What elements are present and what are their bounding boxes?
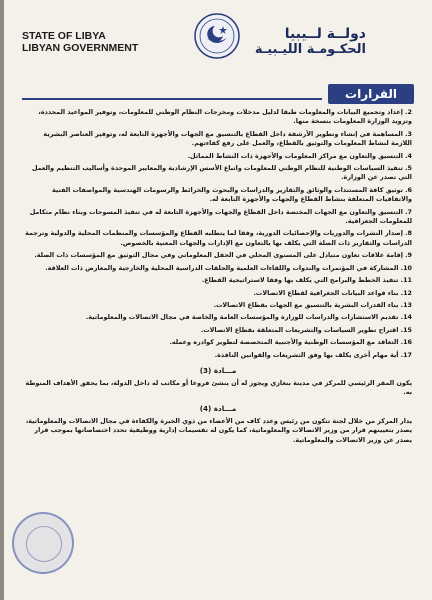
- list-item: 2. إعداد وتجميع البيانات والمعلومات طبقا لدليل مدخلات ومخرجات النظام الوطني للمعلومات، وتوفير المواعيد المحددة، وتزويد الوزارة المعلومات بنسخة منها.: [38, 108, 412, 126]
- list-item: 11. تنفيذ الخطط والبرامج التي يكلف بها وفقا لاستراتيجية القطاع.: [201, 276, 412, 285]
- list-item: 4. التنسيق والتعاون مع مراكز المعلومات والأجهزة ذات النشاط المماثل.: [187, 151, 412, 160]
- article-3-heading: مـــادة (3): [199, 365, 237, 375]
- list-item: 12. بناء قواعد البيانات الجغرافية لقطاع الاتصالات.: [253, 288, 412, 297]
- section-title: القرارات: [328, 84, 414, 104]
- official-stamp: [12, 512, 74, 574]
- letterhead-english: [22, 30, 162, 54]
- section-title-bar: [22, 84, 414, 104]
- letterhead: [0, 0, 432, 92]
- government-name-en: LIBYAN GOVERNMENT: [22, 42, 139, 54]
- government-name-ar: الحكـومـة الليـبيـة: [254, 42, 366, 57]
- list-item: 7. التنسيق والتعاون مع الجهات المختصة داخل القطاع والجهات والأجهزة التابعة له في تنفيذ المسوحات وبناء نظام متكامل للمعلومات الجغرافية.: [29, 207, 412, 226]
- list-item: 16. التعاقد مع المؤسسات الوطنية والأجنبية المتخصصة لتطوير كوادره وعمله.: [169, 338, 412, 347]
- list-item: 9. إقامة علاقات تعاون متبادل على المستوى المحلي في الحقل المعلوماتي وفي مجال التوثيق مع المؤسسات ذات الصلة.: [34, 251, 412, 260]
- list-item: 8. إصدار النشرات والدوريات والإحصائيات الدورية، وفقا لما يتطلبه القطاع والمؤسسات والمنظمات المحلية والدولية وترجمة الدراسات والتقارير ذات الصلة التي يكلف بها بالتعاون مع الإدارات والجهات المعنية بالخصوص.: [25, 229, 412, 247]
- decision-body: [24, 108, 412, 449]
- list-item: 5. تنفيذ السياسات الوطنية للنظام الوطني للمعلومات واتباع الأسس الإرشادية والمعايير الموحدة وأساليب التنظيم والعمل التي تصدر عن الوزارة.: [31, 164, 412, 182]
- list-item: 13. بناء القدرات البشرية بالتنسيق مع الجهات بقطاع الاتصالات.: [213, 300, 412, 309]
- article-4-heading: مـــادة (4): [199, 403, 237, 413]
- article-3-text: يكون المقر الرئيسي للمركز في مدينة بنغازي ويجوز له أن ينشئ فروعا أو مكاتب له داخل الدولة، بما يحقق الأهداف المنوطة به.: [25, 378, 412, 397]
- article-4-text: يدار المركز من خلال لجنة تتكون من رئيس وعدد كاف من الأعضاء من ذوي الخبرة والكفاءة في مجال الاتصالات والمعلوماتية، يصدر بتعيينهم قرار من وزير الاتصالات والمعلوماتية، كما يكون له تقسيمات إدارية ووظيفية تحدد اختصاصاتها بموجب قرار يصدر عن وزير الاتصالات والمعلوماتية.: [25, 416, 412, 444]
- list-item: 14. تقديم الاستشارات والدراسات للوزارة والمؤسسات العامة والخاصة في مجال الاتصالات والمعلوماتية.: [85, 313, 412, 322]
- list-item: 17. أية مهام أخرى يكلف بها وفق التشريعات والقوانين النافذة.: [214, 350, 412, 359]
- letterhead-arabic: [226, 26, 366, 58]
- list-item: 6. توثيق كافة المستندات والوثائق والتقارير والدراسات والبحوث والخرائط والرسومات الهندسية والمواصفات الفنية والاتفاقيات المتعلقة بنشاط القطاع والجهات والأجهزة التابعة له.: [51, 185, 412, 204]
- list-item: 3. المساهمة في إنشاء وتطوير الأرشفة داخل القطاع بالتنسيق مع الجهات والأجهزة التابعة له، وتوفير العناصر البشرية اللازمة لنشاط المعلومات والتوثيق بالقطاع، والعمل على رفع كفاءتهم.: [43, 129, 412, 148]
- state-name-en: STATE OF LIBYA: [22, 30, 106, 42]
- title-rule: [22, 98, 322, 100]
- list-item: 15. اقتراح تطوير السياسات والتشريعات المتعلقة بقطاع الاتصالات.: [200, 325, 412, 334]
- state-name-ar: دولــة لــيبيا: [284, 26, 366, 42]
- list-item: 10. المشاركة في المؤتمرات والندوات واللقاءات العلمية والحلقات الدراسية المحلية والخارجية والمعارض ذات العلاقة.: [45, 263, 412, 272]
